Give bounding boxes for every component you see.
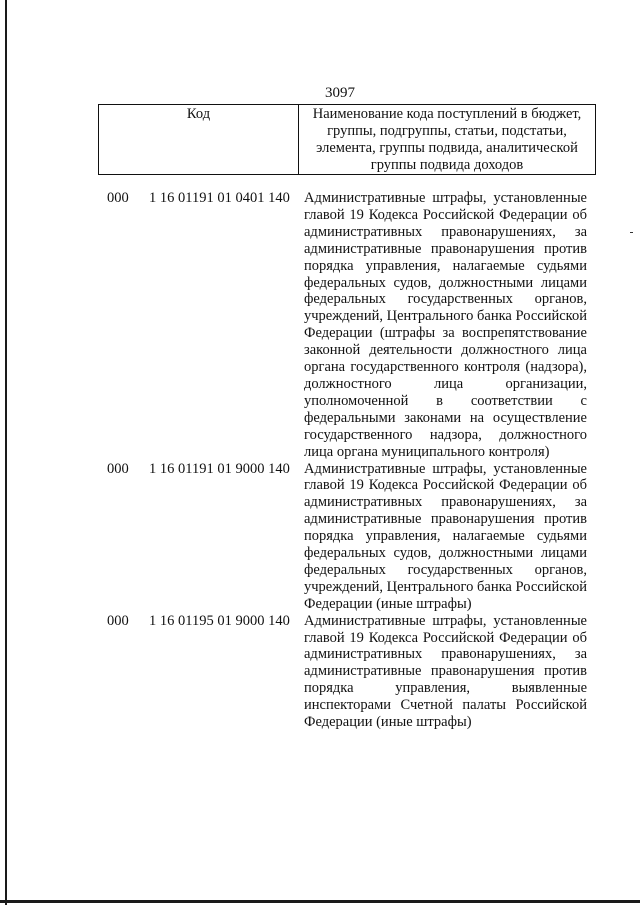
table-row xyxy=(107,190,587,461)
revenue-name: Административные штрафы, установленные главой 19 Кодекса Российской Федерации об административных правонарушениях, за административные правонарушения против порядка управления, налагаемые судьями федеральных судов, должностными лицами федеральных государственных органов, учреждений, Центрального банка Российской Федерации (штрафы за воспрепятствование законной деятельности должностного лица органа государственного контроля (надзора), должностного лица организации, уполномоченной в соответствии с федеральными законами на осуществление государственного надзора, должностного лица органа муниципального контроля) xyxy=(304,190,587,460)
revenue-code: 1 16 01195 01 9000 140 xyxy=(149,612,290,629)
scan-mark xyxy=(630,232,633,233)
admin-code: 000 xyxy=(107,612,129,629)
table-header xyxy=(98,104,596,175)
admin-code: 000 xyxy=(107,460,129,477)
revenue-code: 1 16 01191 01 0401 140 xyxy=(149,190,290,206)
revenue-name: Административные штрафы, установленные главой 19 Кодекса Российской Федерации об административных правонарушениях, за административные правонарушения против порядка управления, выявленные инспекторами Счетной палаты Российской Федерации (иные штрафы) xyxy=(304,612,587,731)
header-name-cell: Наименование кода поступлений в бюджет, группы, подгруппы, статьи, подстатьи, элемента, группы подвида, аналитической группы подвида доходов xyxy=(299,105,596,175)
revenue-name: Административные штрафы, установленные главой 19 Кодекса Российской Федерации об административных правонарушениях, за административные правонарушения против порядка управления, налагаемые судьями федеральных судов, должностными лицами федеральных государственных органов, учреждений, Центрального банка Российской Федерации (иные штрафы) xyxy=(304,460,587,612)
table-row xyxy=(107,461,587,613)
header-code-cell: Код xyxy=(99,105,299,175)
page-number: 3097 xyxy=(325,85,355,101)
scan-left-edge xyxy=(5,0,7,905)
revenue-code: 1 16 01191 01 9000 140 xyxy=(149,460,290,477)
code-list xyxy=(107,190,587,731)
scan-bottom-edge xyxy=(0,900,640,903)
table-row xyxy=(107,613,587,731)
admin-code: 000 xyxy=(107,190,129,206)
